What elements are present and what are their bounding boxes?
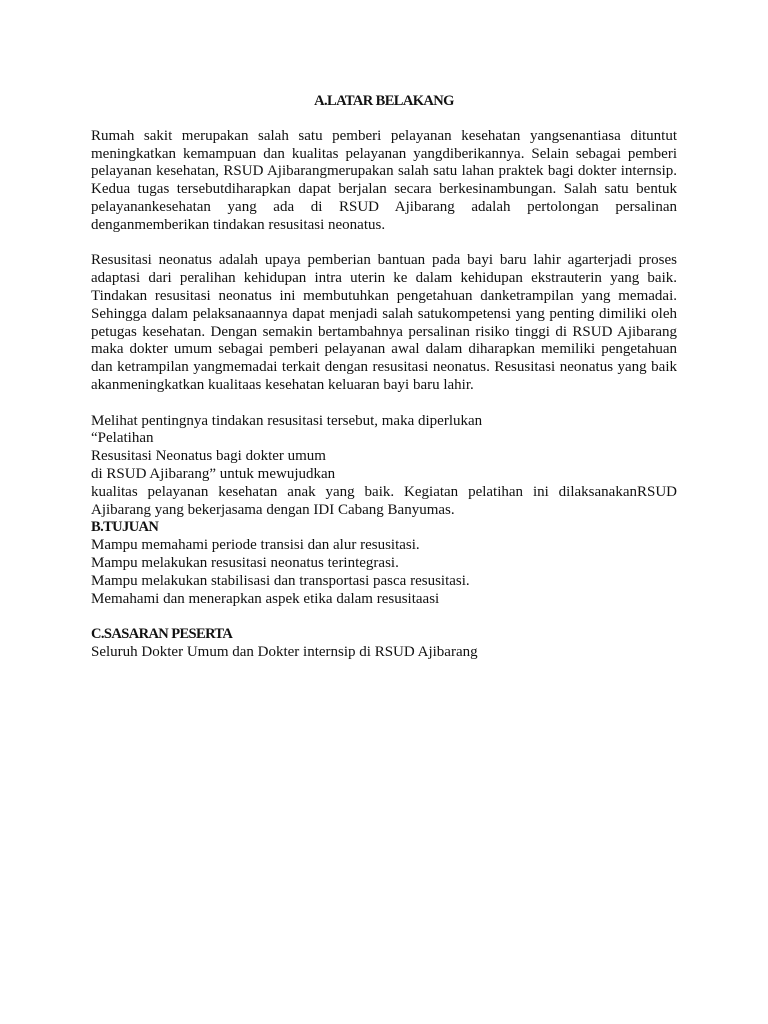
- objectives-list: [91, 537, 677, 608]
- paragraph-line: di RSUD Ajibarang” untuk mewujudkan: [91, 465, 336, 482]
- paragraph-line: “Pelatihan: [91, 430, 154, 447]
- background-paragraph-3: [91, 413, 677, 520]
- objective-item: Mampu melakukan resusitasi neonatus terintegrasi.: [91, 554, 399, 571]
- target-participants-text: Seluruh Dokter Umum dan Dokter internsip di RSUD Ajibarang: [91, 643, 478, 660]
- objective-item: Mampu melakukan stabilisasi dan transportasi pasca resusitasi.: [91, 572, 470, 589]
- paragraph-line: Melihat pentingnya tindakan resusitasi tersebut, maka diperlukan: [91, 412, 483, 429]
- section-a-heading: A.LATAR BELAKANG: [314, 93, 454, 109]
- background-paragraph-2: Resusitasi neonatus adalah upaya pemberian bantuan pada bayi baru lahir agarterjadi proses adaptasi dari peralihan kehidupan intra uterin ke dalam kehidupan ekstrauterin yang baik. Tindakan resusitasi neonatus ini membutuhkan pengetahuan danketrampilan yang memadai. Sehingga dalam pelaksanaannya dapat menjadi salah satukompetensi yang penting dimiliki oleh petugas kesehatan. Dengan semakin bertambahnya persalinan risiko tinggi di RSUD Ajibarang maka dokter umum sebagai pemberi pelayanan awal dalam diharapkan memiliki pengetahuan dan ketrampilan yangmemadai terkait dengan resusitasi neonatus. Resusitasi neonatus yang baik akanmeningkatkan kualitaas kesehatan keluaran bayi baru lahir.: [91, 252, 677, 393]
- paragraph-line: Resusitasi Neonatus bagi dokter umum: [91, 448, 326, 465]
- paragraph-line: kualitas pelayanan kesehatan anak yang baik. Kegiatan pelatihan ini dilaksanakanRSUD Ajibarang yang bekerjasama dengan IDI Cabang Banyumas.: [91, 483, 677, 518]
- section-c-heading: C.SASARAN PESERTA: [91, 626, 233, 643]
- objective-item: Memahami dan menerapkan aspek etika dalam resusitaasi: [91, 590, 440, 607]
- section-b-heading: B.TUJUAN: [91, 519, 159, 536]
- objective-item: Mampu memahami periode transisi dan alur resusitasi.: [91, 537, 420, 554]
- background-paragraph-1: Rumah sakit merupakan salah satu pemberi pelayanan kesehatan yangsenantiasa dituntut meningkatkan kemampuan dan kualitas pelayanan yangdiberikannya. Selain sebagai pemberi pelayanan kesehatan, RSUD Ajibarangmerupakan salah satu lahan praktek bagi dokter internsip. Kedua tugas tersebutdiharapkan dapat berjalan secara berkesinambungan. Salah satu bentuk pelayanankesehatan yang ada di RSUD Ajibarang adalah pertolongan persalinan denganmemberikan tindakan resusitasi neonatus.: [91, 127, 677, 233]
- document-body: [91, 93, 677, 662]
